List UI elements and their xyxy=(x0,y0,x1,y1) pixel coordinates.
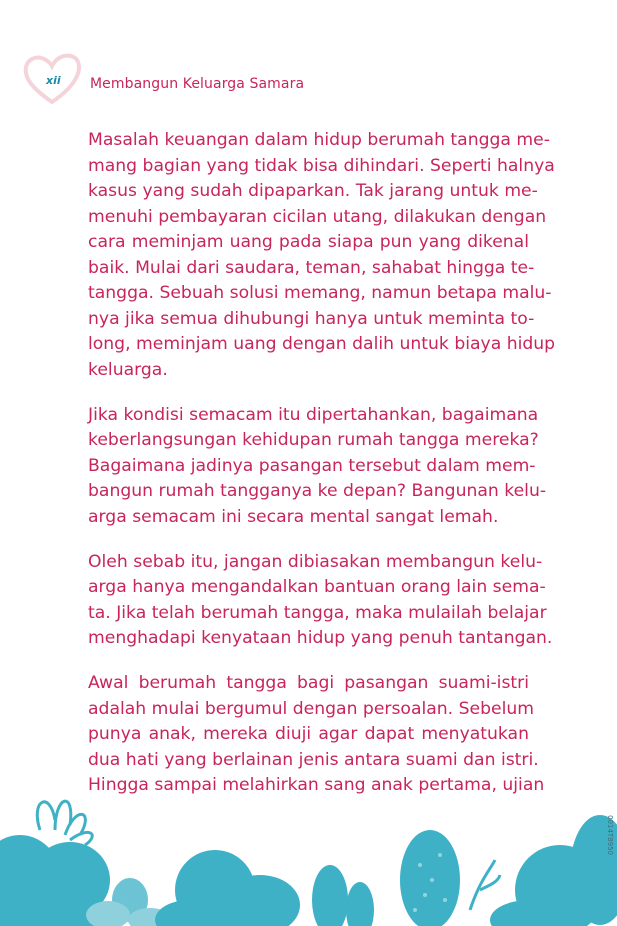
text-line: baik. Mulai dari saudara, teman, sahabat hingga te- xyxy=(88,257,535,278)
flower-border-decoration xyxy=(0,770,617,926)
text-line: menuhi pembayaran cicilan utang, dilakukan dengan xyxy=(88,206,547,227)
text-line: Oleh sebab itu, jangan dibiasakan membangun kelu- xyxy=(88,551,543,572)
text-line: arga hanya mengandalkan bantuan orang lain sema- xyxy=(88,577,546,597)
text-line: tangga. Sebuah solusi memang, namun betapa malu- xyxy=(88,283,552,303)
paragraph-3 xyxy=(88,550,553,652)
paragraph-1 xyxy=(88,128,556,383)
text-line: Jika kondisi semacam itu dipertahankan, bagaimana xyxy=(88,404,539,425)
text-line: ta. Jika telah berumah tangga, maka mulailah belajar xyxy=(88,602,547,623)
running-title: Membangun Keluarga Samara xyxy=(90,76,305,92)
text-line: kasus yang sudah dipaparkan. Tak jarang untuk me- xyxy=(88,181,538,201)
paragraph-2 xyxy=(88,403,547,531)
text-line: long, meminjam uang dengan dalih untuk biaya hidup xyxy=(88,334,556,354)
text-line: Awal berumah tangga bagi pasangan suami-istri xyxy=(88,673,529,693)
page-header xyxy=(22,52,342,102)
text-line: Masalah keuangan dalam hidup berumah tangga me- xyxy=(88,130,550,150)
text-line: Hingga sampai melahirkan sang anak pertama, ujian xyxy=(88,775,545,795)
text-line: Bagaimana jadinya pasangan tersebut dalam mem- xyxy=(88,455,536,476)
text-line: dua hati yang berlainan jenis antara suami dan istri. xyxy=(88,749,539,770)
text-line: keberlangsungan kehidupan rumah tangga mereka? xyxy=(88,430,539,450)
text-line: mang bagian yang tidak bisa dihindari. Seperti halnya xyxy=(88,155,555,176)
page-code: 0014T8950 xyxy=(606,815,614,855)
text-line: keluarga. xyxy=(88,359,168,380)
text-line: arga semacam ini secara mental sangat lemah. xyxy=(88,506,499,527)
text-line: punya anak, mereka diuji agar dapat menyatukan xyxy=(88,724,529,744)
text-line: adalah mulai bergumul dengan persoalan. Sebelum xyxy=(88,698,534,719)
text-line: cara meminjam uang pada siapa pun yang dikenal xyxy=(88,232,529,252)
text-line: menghadapi kenyataan hidup yang penuh tantangan. xyxy=(88,628,553,648)
page-number: xii xyxy=(46,74,61,87)
text-line: bangun rumah tangganya ke depan? Bangunan kelu- xyxy=(88,481,547,501)
text-line: nya jika semua dihubungi hanya untuk meminta to- xyxy=(88,308,535,329)
body-text xyxy=(88,128,556,818)
